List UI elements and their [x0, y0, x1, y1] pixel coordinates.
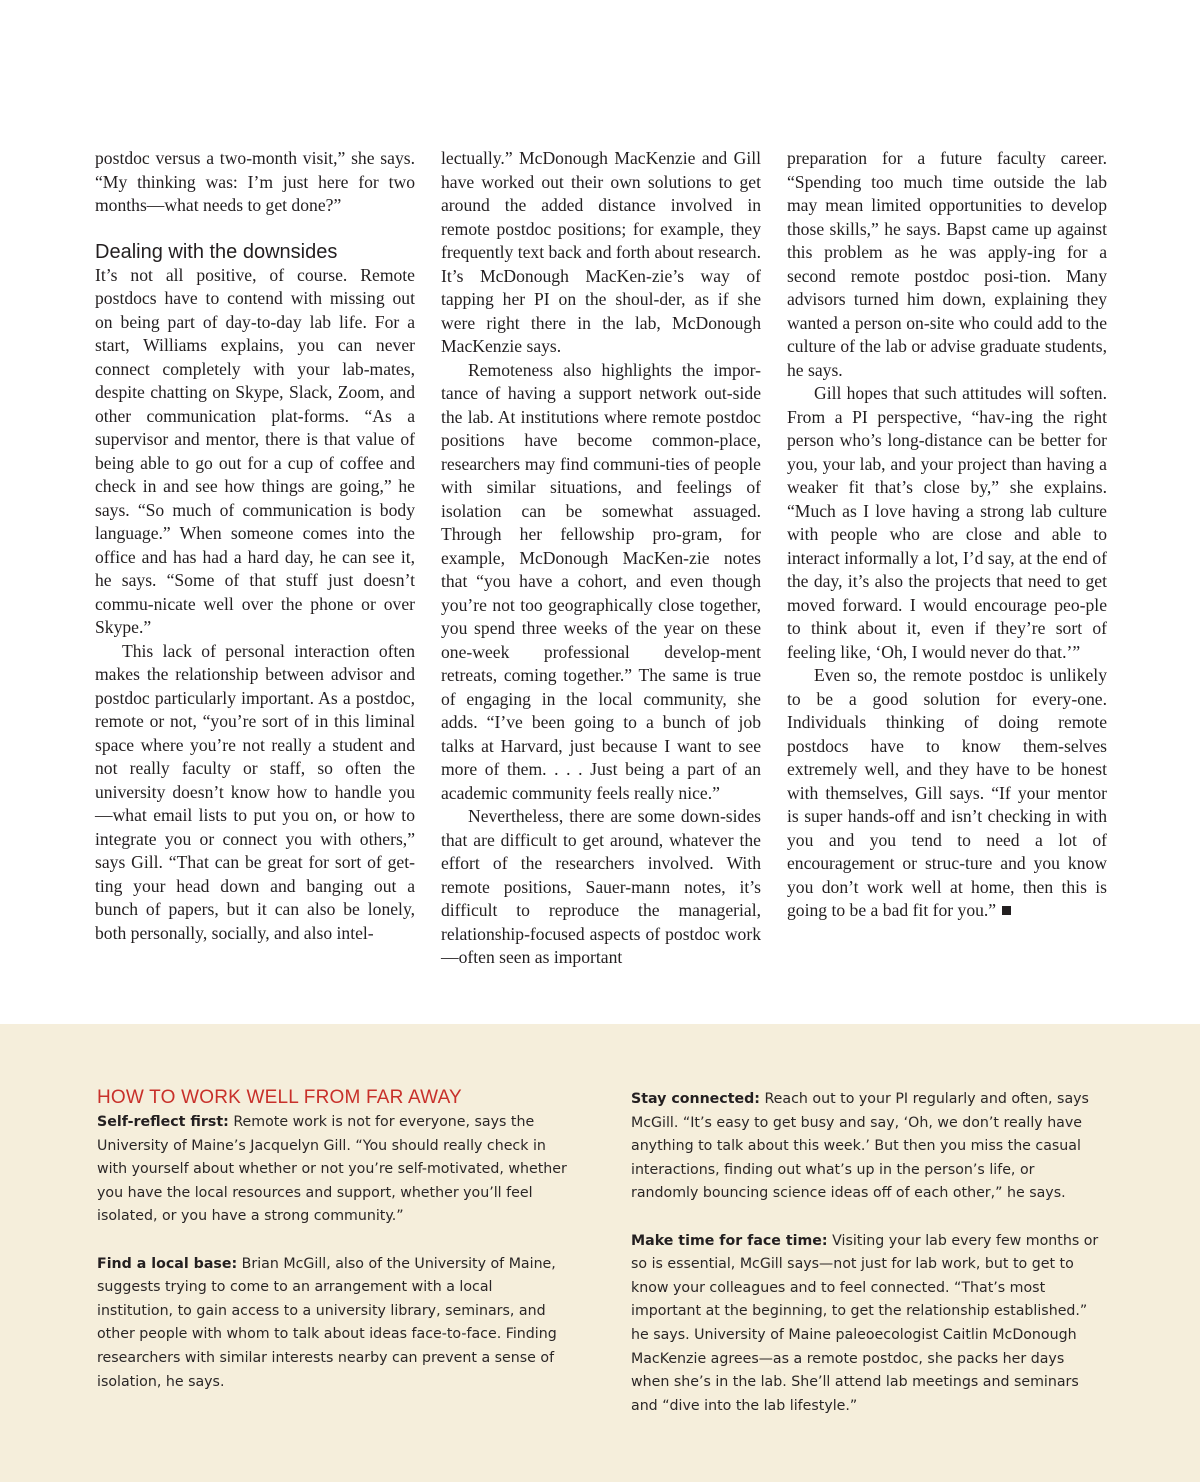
tips-sidebar — [0, 1024, 1200, 1482]
tip-item — [631, 1088, 1103, 1206]
sidebar-column-left — [97, 1088, 569, 1394]
tip-item — [97, 1111, 569, 1229]
section-heading: Dealing with the downsides — [95, 240, 338, 263]
tip-lead: Self-reflect first: — [97, 1114, 229, 1130]
paragraph: Gill hopes that such attitudes will soften. From a PI perspective, “hav-ing the right person who’s long-distance can be better for you, your lab, and your project than having a weaker fit that’s close by,” she explains. “Much as I love having a strong lab culture with people who are close and able to interact informally a lot, I’d say, at the end of the day, it’s also the projects that need to get moved forward. I would encourage peo-ple to think about it, even if they’re sort of feeling like, ‘Oh, I would never do that.’” — [787, 383, 1107, 662]
tip-text: Remote work is not for everyone, says the University of Maine’s Jacquelyn Gill. “You should really check in with yourself about whether or not you’re self-motivated, whether you have the local resources and support, whether you’ll feel isolated, or you have a strong community.” — [97, 1114, 567, 1225]
paragraph — [787, 664, 1107, 923]
paragraph: postdoc versus a two-month visit,” she says. “My thinking was: I’m just here for two months—what needs to get done?” — [95, 148, 415, 215]
tip-text: Visiting your lab every few months or so is essential, McGill says—not just for lab work, but to get to know your colleagues and to feel connected. “That’s most important at the beginning, to get the relationship established.” he says. University of Maine paleoecologist Caitlin McDonough MacKenzie agrees—as a remote postdoc, she packs her days when she’s in the lab. She’ll attend lab meetings and seminars and “dive into the lab lifestyle.” — [631, 1232, 1099, 1414]
sidebar-title: HOW TO WORK WELL FROM FAR AWAY — [97, 1087, 462, 1108]
paragraph-text: Even so, the remote postdoc is unlikely to be a good solution for every-one. Individuals thinking of doing remote postdocs have to know them-selves extremely well, and they have to be honest with themselves, Gill says. “If your mentor is super hands-off and isn’t checking in with you and you tend to need a lot of encouragement or struc-ture and you know you don’t work well at home, then this is going to be a bad fit for you.” — [787, 665, 1107, 920]
article-column-1 — [95, 147, 415, 945]
end-mark-icon — [1002, 906, 1011, 915]
tip-item — [631, 1230, 1103, 1419]
article-column-3 — [787, 147, 1107, 923]
article-column-2 — [441, 147, 761, 970]
paragraph: lectually.” McDonough MacKenzie and Gill have worked out their own solutions to get around the added distance involved in remote postdoc positions; for example, they frequently text back and forth about research. It’s McDonough MacKen-zie’s way of tapping her PI on the shoul-der, as if she were right there in the lab, McDonough MacKenzie says. — [441, 148, 761, 356]
tip-item — [97, 1253, 569, 1395]
tip-lead: Stay connected: — [631, 1091, 760, 1107]
paragraph: It’s not all positive, of course. Remote postdocs have to contend with missing out on being part of day-to-day lab life. For a start, Williams explains, you can never connect completely with your lab-mates, despite chatting on Skype, Slack, Zoom, and other communication plat-forms. “As a supervisor and mentor, there is that value of being able to go out for a cup of coffee and check in and see how things are going,” he says. “So much of communication is body language.” When someone comes into the office and has had a hard day, he can see it, he says. “Some of that stuff just doesn’t commu-nicate well over the phone or over Skype.” — [95, 264, 415, 637]
tip-text: Reach out to your PI regularly and often, says McGill. “It’s easy to get busy and say, ‘Oh, we don’t really have anything to talk about this week.’ But then you miss the casual interactions, finding out what’s up in the person’s life, or randomly bouncing science ideas off of each other,” he says. — [631, 1091, 1089, 1202]
tip-lead: Find a local base: — [97, 1255, 238, 1272]
paragraph: Remoteness also highlights the impor-tance of having a support network out-side the lab. At institutions where remote postdoc positions have become common-place, researchers may find communi-ties of people with similar situations, and feelings of isolation can be somewhat assuaged. Through her fellowship pro-gram, for example, McDonough MacKen-zie notes that “you have a cohort, and even though you’re not too geographically close together, you spend three weeks of the year on these one-week professional develop-ment retreats, coming together.” The same is true of engaging in the local community, she adds. “I’ve been going to a bunch of job talks at Harvard, just because I want to see more of them. . . . Just being a part of an academic community feels really nice.” — [441, 359, 761, 803]
paragraph: preparation for a future faculty career. “Spending too much time outside the lab may mean limited opportunities to develop those skills,” he says. Bapst came up against this problem as he was apply-ing for a second remote postdoc posi-tion. Many advisors turned him down, explaining they wanted a person on-site who could add to the culture of the lab or advise graduate students, he says. — [787, 148, 1107, 380]
tip-text: Brian McGill, also of the University of Maine, suggests trying to come to an arrangement with a local institution, to gain access to a university library, seminars, and other people with whom to talk about ideas face-to-face. Finding researchers with similar interests nearby can prevent a sense of isolation, he says. — [97, 1255, 557, 1390]
paragraph: This lack of personal interaction often makes the relationship between advisor and postdoc particularly important. As a postdoc, remote or not, “you’re sort of in this liminal space where you’re not really a student and not really faculty or staff, so often the university doesn’t know how to handle you—what email lists to put you on, or how to integrate you or connect you with others,” says Gill. “That can be great for sort of get-ting your head down and banging out a bunch of papers, but it can also be lonely, both personally, socially, and also intel- — [95, 640, 415, 943]
sidebar-column-right — [631, 1088, 1103, 1418]
tip-lead: Make time for face time: — [631, 1232, 828, 1249]
paragraph: Nevertheless, there are some down-sides that are difficult to get around, whatever the effort of the researchers involved. With remote positions, Sauer-mann notes, it’s difficult to reproduce the managerial, relationship-focused aspects of postdoc work—often seen as important — [441, 806, 761, 967]
